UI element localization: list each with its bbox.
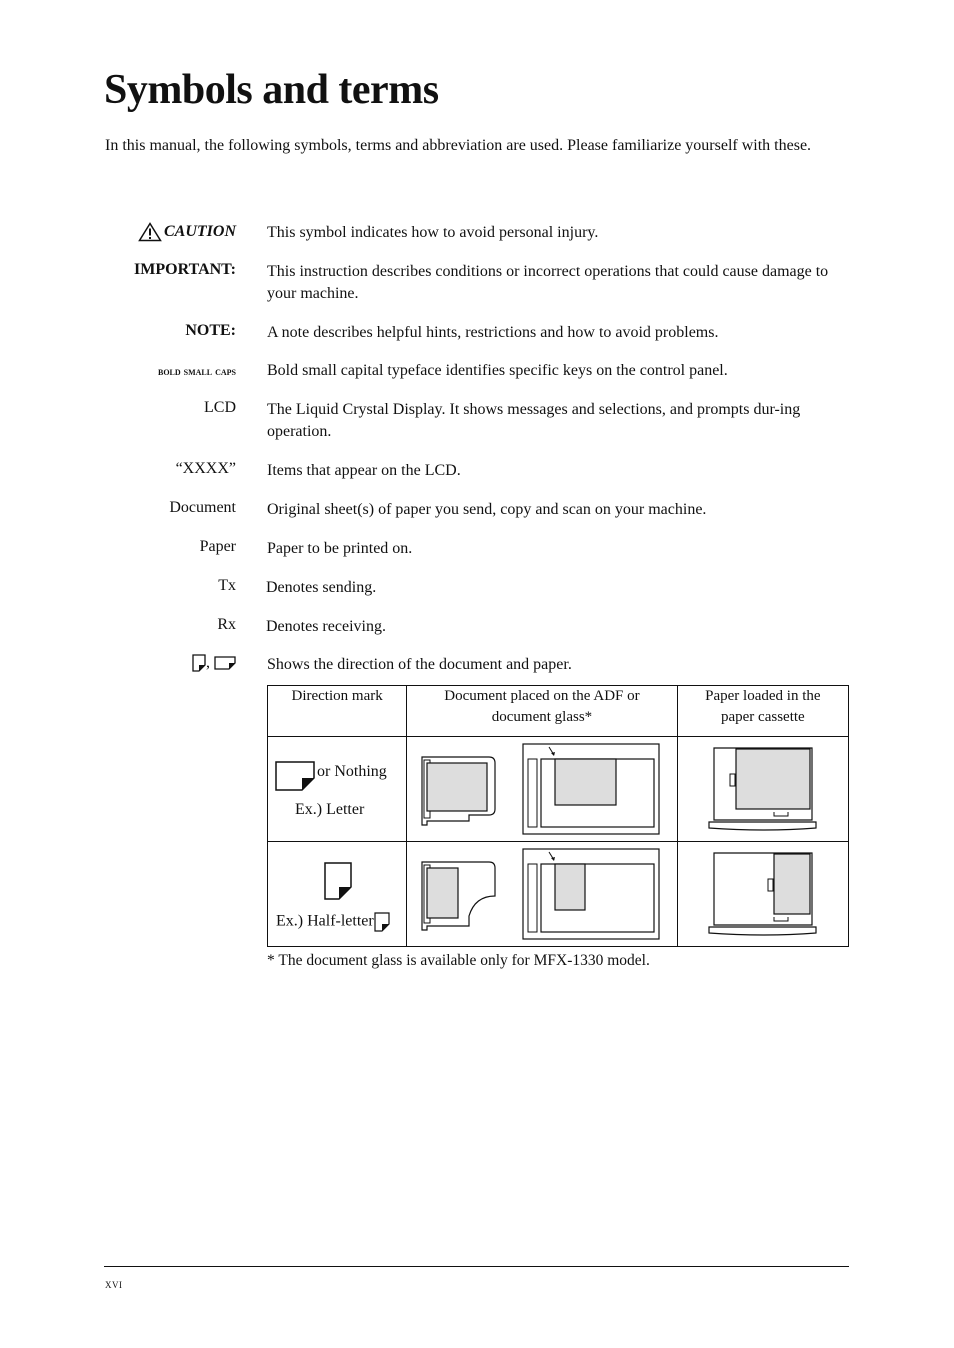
row1-adf-cell <box>407 737 677 842</box>
landscape-direction-icon <box>275 761 315 791</box>
desc-direction-marks: Shows the direction of the document and paper. <box>267 656 572 673</box>
paper-cassette-landscape-diagram <box>706 746 818 832</box>
term-document: Document <box>169 499 236 516</box>
term-caution: CAUTION <box>138 222 236 247</box>
landscape-direction-icon <box>214 656 236 670</box>
desc-note: A note describes helpful hints, restrictions and how to avoid problems. <box>267 324 719 341</box>
desc-rx: Denotes receiving. <box>266 618 386 635</box>
portrait-direction-icon <box>324 862 352 900</box>
header-paper-loaded: Paper loaded in the paper cassette <box>677 686 848 737</box>
portrait-direction-icon <box>374 912 390 932</box>
example-half-letter-label: Ex.) Half-letter <box>276 912 390 932</box>
direction-table <box>267 685 849 947</box>
footer-divider <box>104 1266 849 1267</box>
page-title: Symbols and terms <box>104 67 439 113</box>
desc-tx: Denotes sending. <box>266 579 377 596</box>
paper-cassette-portrait-diagram <box>706 851 818 937</box>
row1-cassette-cell <box>677 737 848 842</box>
desc-lcd: The Liquid Crystal Display. It shows messages and selections, and prompts dur-ing operation. <box>267 401 801 440</box>
term-tx: Tx <box>218 577 236 594</box>
desc-bold-small-caps: Bold small capital typeface identifies specific keys on the control panel. <box>267 362 728 379</box>
desc-paper: Paper to be printed on. <box>267 540 413 557</box>
row2-adf-cell <box>407 842 677 947</box>
page-number: xvi <box>105 1276 123 1291</box>
document-glass-landscape-diagram <box>522 743 660 835</box>
warning-icon <box>138 222 162 242</box>
term-important: IMPORTANT: <box>134 261 236 278</box>
example-letter-label: Ex.) Letter <box>295 801 365 818</box>
term-note: NOTE: <box>185 322 236 339</box>
desc-xxxx: Items that appear on the LCD. <box>267 462 461 479</box>
table-header-row <box>268 686 849 737</box>
term-xxxx: “XXXX” <box>175 460 236 477</box>
header-document-placed: Document placed on the ADF or document glass* <box>407 686 677 737</box>
term-lcd: LCD <box>204 399 236 416</box>
desc-document: Original sheet(s) of paper you send, copy and scan on your machine. <box>267 501 707 518</box>
adf-tray-landscape-diagram <box>419 751 499 829</box>
document-glass-portrait-diagram <box>522 848 660 940</box>
term-bold-small-caps: bold small caps <box>157 364 236 378</box>
or-nothing-label: or Nothing <box>317 763 387 780</box>
adf-tray-portrait-diagram <box>419 856 499 934</box>
table-footnote: * The document glass is available only for MFX-1330 model. <box>267 952 650 969</box>
intro-paragraph: In this manual, the following symbols, terms and abbreviation are used. Please familiarize yourself with these. <box>105 137 812 154</box>
portrait-direction-icon <box>192 654 206 672</box>
term-paper: Paper <box>199 538 236 555</box>
desc-caution: This symbol indicates how to avoid personal injury. <box>267 224 599 241</box>
row2-cassette-cell <box>677 842 848 947</box>
row2-mark-cell <box>268 842 407 947</box>
table-row <box>268 737 849 842</box>
desc-important: This instruction describes conditions or incorrect operations that could cause damage to your machine. <box>267 263 829 302</box>
table-row <box>268 842 849 947</box>
row1-mark-cell <box>268 737 407 842</box>
term-rx: Rx <box>217 616 236 633</box>
term-direction-marks: , <box>192 654 236 672</box>
header-direction-mark: Direction mark <box>268 686 407 737</box>
